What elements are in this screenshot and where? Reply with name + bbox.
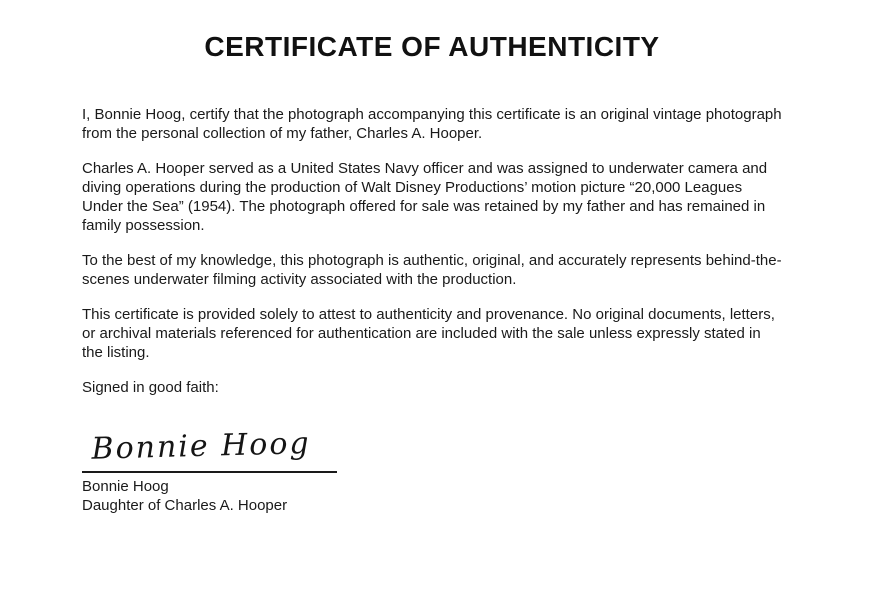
closing-line: Signed in good faith: — [82, 379, 219, 396]
signer-printed-name: Bonnie Hoog — [82, 478, 169, 495]
paragraph-scope: This certificate is provided solely to attest to authenticity and provenance. No original documents, letters, or archival materials referenced for authentication are included with the sale unless expressly stated in the listing. — [82, 306, 775, 361]
signature-line — [82, 471, 337, 473]
handwritten-signature: Bonnie Hoog — [91, 426, 312, 467]
certificate-title: CERTIFICATE OF AUTHENTICITY — [204, 31, 660, 62]
paragraph-attestation: To the best of my knowledge, this photograph is authentic, original, and accurately represents behind-the-scenes underwater filming activity associated with the production. — [82, 252, 782, 288]
paragraph-declaration: I, Bonnie Hoog, certify that the photograph accompanying this certificate is an original vintage photograph from the personal collection of my father, Charles A. Hooper. — [82, 106, 782, 142]
signature-block — [82, 426, 782, 515]
signer-relation: Daughter of Charles A. Hooper — [82, 497, 288, 514]
paragraph-provenance: Charles A. Hooper served as a United States Navy officer and was assigned to underwater camera and diving operations during the production of Walt Disney Productions’ motion picture “20,000 Leagues Under the Sea” (1954). The photograph offered for sale was retained by my father and has remained in family possession. — [82, 160, 768, 234]
